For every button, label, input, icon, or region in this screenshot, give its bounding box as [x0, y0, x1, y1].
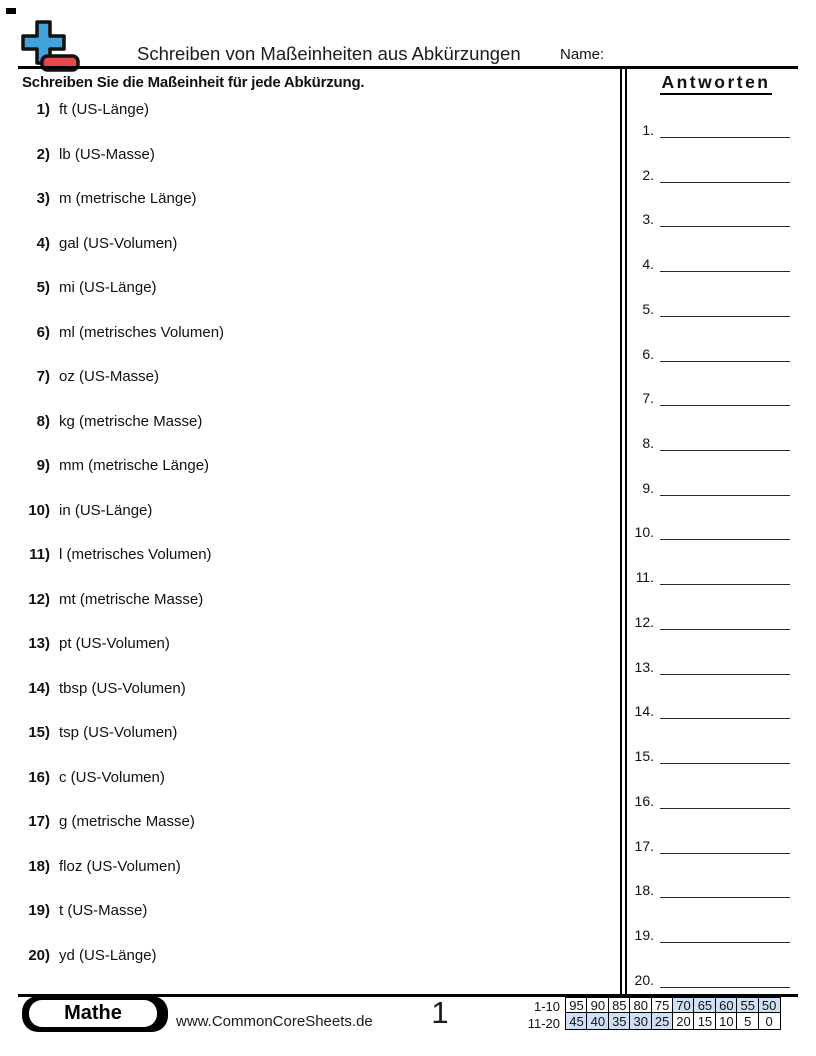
question-item [22, 189, 602, 234]
grade-cell: 70 [672, 997, 695, 1015]
answer-number: 7. [642, 390, 654, 407]
grade-cell: 10 [715, 1012, 738, 1030]
question-item [22, 545, 602, 590]
answer-number: 12. [634, 613, 654, 630]
question-number: 14) [28, 679, 50, 697]
answer-number: 18. [634, 882, 654, 899]
answer-number: 16. [634, 792, 654, 809]
grade-cell: 45 [565, 1012, 588, 1030]
grade-cell: 85 [608, 997, 631, 1015]
question-text: kg (metrische Masse) [59, 412, 203, 430]
question-item [22, 323, 602, 368]
column-divider-line [625, 69, 627, 994]
answer-item [628, 157, 792, 202]
answer-blank-line [660, 182, 790, 183]
answer-blank-line [660, 405, 790, 406]
answer-blank-line [660, 584, 790, 585]
question-number: 19) [28, 902, 50, 919]
answer-number: 1. [642, 122, 654, 138]
question-item [22, 590, 602, 635]
grading-table-row [565, 997, 781, 1015]
grade-cell: 0 [758, 1012, 781, 1030]
question-item [22, 901, 602, 946]
question-number: 2) [36, 145, 50, 163]
question-item [22, 812, 602, 857]
worksheet-title: Schreiben von Maßeinheiten aus Abkürzungen [137, 43, 521, 64]
answer-blank-line [660, 853, 790, 854]
answer-item [628, 649, 792, 694]
answer-blank-line [660, 987, 790, 988]
question-item [22, 857, 602, 902]
grade-cell: 20 [672, 1012, 695, 1030]
question-text: l (metrisches Volumen) [59, 546, 212, 563]
question-text: mi (US-Länge) [59, 279, 157, 296]
answer-blank-line [660, 808, 790, 809]
answer-item [628, 514, 792, 559]
question-text: yd (US-Länge) [59, 946, 157, 964]
question-text: floz (US-Volumen) [59, 857, 181, 875]
answer-blank-line [660, 629, 790, 630]
answer-blank-line [660, 942, 790, 943]
question-text: ml (metrisches Volumen) [59, 323, 225, 341]
question-item [22, 768, 602, 813]
question-item [22, 679, 602, 724]
answer-blank-line [660, 539, 790, 540]
grade-cell: 5 [736, 1012, 759, 1030]
question-text: g (metrische Masse) [59, 813, 195, 830]
grade-row-label: 1-10 [533, 999, 560, 1014]
answer-item [628, 425, 792, 470]
grade-cell: 25 [651, 1012, 674, 1030]
grade-cell: 50 [758, 997, 781, 1015]
grade-cell: 80 [629, 997, 652, 1015]
page-number: 1 [431, 995, 449, 1030]
question-number: 7) [36, 368, 50, 385]
answers-heading [634, 72, 798, 93]
question-text: lb (US-Masse) [59, 145, 155, 163]
answer-number: 6. [642, 345, 654, 362]
answer-item [628, 604, 792, 649]
grading-table-row [565, 1012, 781, 1030]
answer-number: 8. [642, 435, 654, 452]
answer-blank-line [660, 674, 790, 675]
answer-blank-line [660, 718, 790, 719]
answer-number: 4. [642, 256, 654, 273]
question-item [22, 367, 602, 412]
question-number: 10) [28, 501, 50, 519]
question-item [22, 234, 602, 279]
answer-list [628, 112, 792, 1006]
website-url: www.CommonCoreSheets.de [176, 1013, 373, 1030]
question-item [22, 501, 602, 546]
question-item [22, 456, 602, 501]
question-number: 11) [29, 546, 50, 563]
print-registration-mark [6, 8, 16, 14]
answer-number: 11. [635, 569, 654, 586]
question-list [22, 100, 602, 990]
question-number: 6) [36, 323, 50, 341]
answer-item [628, 738, 792, 783]
answer-item [628, 470, 792, 515]
answer-item [628, 693, 792, 738]
answer-blank-line [660, 450, 790, 451]
answer-number: 13. [634, 658, 654, 675]
answer-blank-line [660, 316, 790, 317]
grade-cell: 90 [586, 997, 609, 1015]
question-item [22, 412, 602, 457]
question-number: 12) [28, 590, 50, 608]
answer-blank-line [660, 495, 790, 496]
answer-item [628, 336, 792, 381]
answer-item [628, 291, 792, 336]
question-item [22, 634, 602, 679]
question-text: mt (metrische Masse) [59, 590, 204, 608]
answer-blank-line [660, 226, 790, 227]
question-number: 17) [28, 813, 50, 830]
question-text: in (US-Länge) [59, 501, 153, 519]
question-number: 13) [28, 635, 50, 652]
grade-cell: 60 [715, 997, 738, 1015]
question-number: 5) [36, 279, 50, 296]
answer-blank-line [660, 137, 790, 138]
question-number: 18) [28, 857, 50, 875]
grade-cell: 30 [629, 1012, 652, 1030]
answers-heading-text: Antworten [660, 72, 771, 95]
question-text: pt (US-Volumen) [59, 635, 170, 652]
answer-blank-line [660, 271, 790, 272]
answer-item [628, 246, 792, 291]
question-number: 16) [28, 768, 50, 786]
answer-blank-line [660, 361, 790, 362]
question-number: 20) [28, 946, 50, 964]
answer-number: 17. [634, 837, 654, 854]
plus-minus-logo-icon [21, 19, 81, 78]
answer-blank-line [660, 763, 790, 764]
question-text: gal (US-Volumen) [59, 234, 178, 252]
answer-number: 20. [634, 971, 654, 988]
grade-cell: 40 [586, 1012, 609, 1030]
answer-number: 5. [642, 300, 654, 317]
grade-cell: 35 [608, 1012, 631, 1030]
answer-number: 2. [642, 166, 654, 183]
question-number: 8) [36, 412, 50, 430]
grade-cell: 55 [736, 997, 759, 1015]
question-item [22, 145, 602, 190]
answer-item [628, 783, 792, 828]
subject-badge [22, 996, 168, 1032]
question-number: 1) [36, 101, 50, 118]
question-number: 15) [28, 724, 50, 741]
instruction-text: Schreiben Sie die Maßeinheit für jede Abkürzung. [22, 74, 365, 91]
answer-item [628, 112, 792, 157]
answer-number: 15. [634, 748, 654, 765]
answer-number: 10. [634, 524, 654, 541]
question-text: ft (US-Länge) [59, 101, 150, 118]
answer-item [628, 559, 792, 604]
question-item [22, 100, 602, 145]
question-number: 3) [36, 190, 50, 207]
question-text: t (US-Masse) [59, 902, 148, 919]
grade-cell: 75 [651, 997, 674, 1015]
question-number: 9) [36, 457, 50, 474]
grading-table [565, 997, 781, 1030]
question-item [22, 946, 602, 991]
grade-cell: 65 [693, 997, 716, 1015]
grade-cell: 15 [693, 1012, 716, 1030]
question-number: 4) [36, 234, 50, 252]
answer-item [628, 828, 792, 873]
header-divider [18, 66, 798, 69]
question-text: m (metrische Länge) [59, 190, 197, 207]
answer-item [628, 380, 792, 425]
answer-number: 9. [642, 479, 654, 496]
column-divider-line [620, 69, 622, 994]
answer-item [628, 872, 792, 917]
grade-cell: 95 [565, 997, 588, 1015]
question-text: tsp (US-Volumen) [59, 724, 178, 741]
question-item [22, 723, 602, 768]
question-text: tbsp (US-Volumen) [59, 679, 186, 697]
subject-badge-label: Mathe [29, 1000, 157, 1027]
answer-item [628, 917, 792, 962]
question-text: oz (US-Masse) [59, 368, 160, 385]
answer-number: 19. [634, 926, 654, 943]
grade-row-label: 11-20 [527, 1015, 560, 1031]
answer-number: 14. [634, 703, 654, 720]
answer-blank-line [660, 897, 790, 898]
answer-item [628, 201, 792, 246]
question-item [22, 278, 602, 323]
name-label: Name: [560, 46, 605, 63]
question-text: c (US-Volumen) [59, 768, 165, 786]
answer-number: 3. [642, 211, 654, 228]
question-text: mm (metrische Länge) [59, 457, 210, 474]
